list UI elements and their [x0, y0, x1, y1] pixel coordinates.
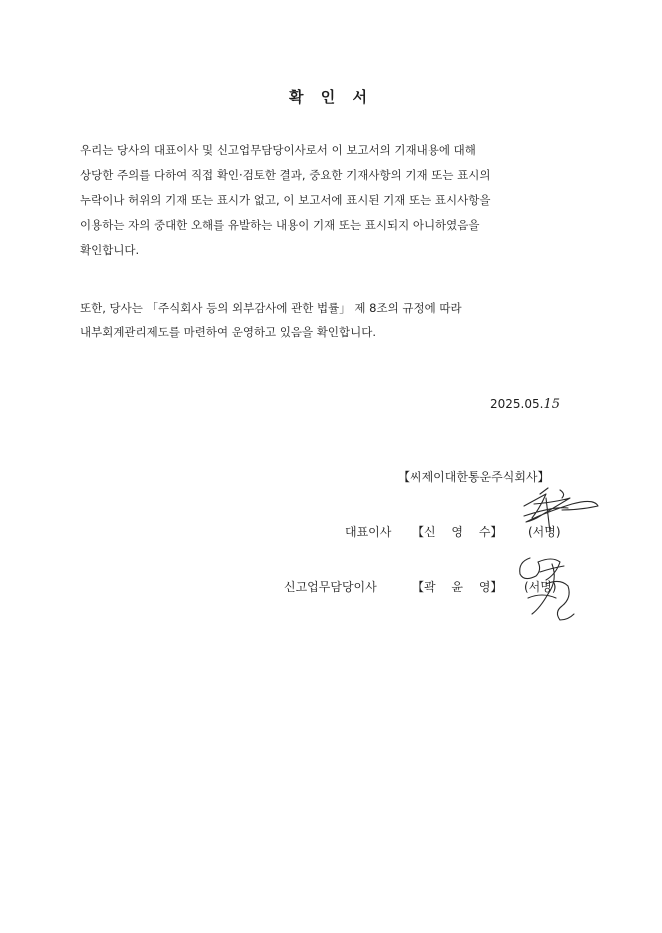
paragraph-line: 내부회계관리제도를 마련하여 운영하고 있음을 확인합니다. [80, 325, 376, 339]
signatory-role: 신고업무담당이사 [284, 580, 377, 594]
paragraph-line: 우리는 당사의 대표이사 및 신고업무담당이사로서 이 보고서의 기재내용에 대해 [80, 143, 476, 157]
signatory-name: 【신 영 수】 [412, 525, 503, 539]
paragraph-line: 누락이나 허위의 기재 또는 표시가 없고, 이 보고서에 표시된 기재 또는 표시사항을 [80, 193, 491, 207]
document-title: 확 인 서 [289, 88, 373, 106]
internal-control-paragraph [80, 296, 600, 344]
signature-mark-label: (서명) [528, 525, 561, 539]
signatory-name: 【곽 윤 영】 [412, 580, 503, 594]
paragraph-line: 상당한 주의를 다하여 직접 확인·검토한 결과, 중요한 기재사항의 기재 또는 표시의 [80, 168, 491, 182]
document-date [490, 397, 560, 412]
date-handwritten-day: 15 [543, 397, 560, 412]
signatory-reporting-director [0, 577, 662, 597]
paragraph-line: 이용하는 자의 중대한 오해를 유발하는 내용이 기재 또는 표시되지 아니하였음을 [80, 218, 480, 232]
confirmation-paragraph [80, 138, 600, 263]
paragraph-line: 또한, 당사는 「주식회사 등의 외부감사에 관한 법률」 제 8조의 규정에 따라 [80, 301, 462, 315]
signatory-role: 대표이사 [345, 525, 392, 539]
company-name: 【씨제이대한통운주식회사】 [398, 470, 550, 484]
signatory-ceo [0, 522, 662, 542]
signature-mark-label: (서명) [524, 580, 557, 594]
date-printed: 2025.05. [490, 397, 544, 411]
paragraph-line: 확인합니다. [80, 243, 140, 257]
